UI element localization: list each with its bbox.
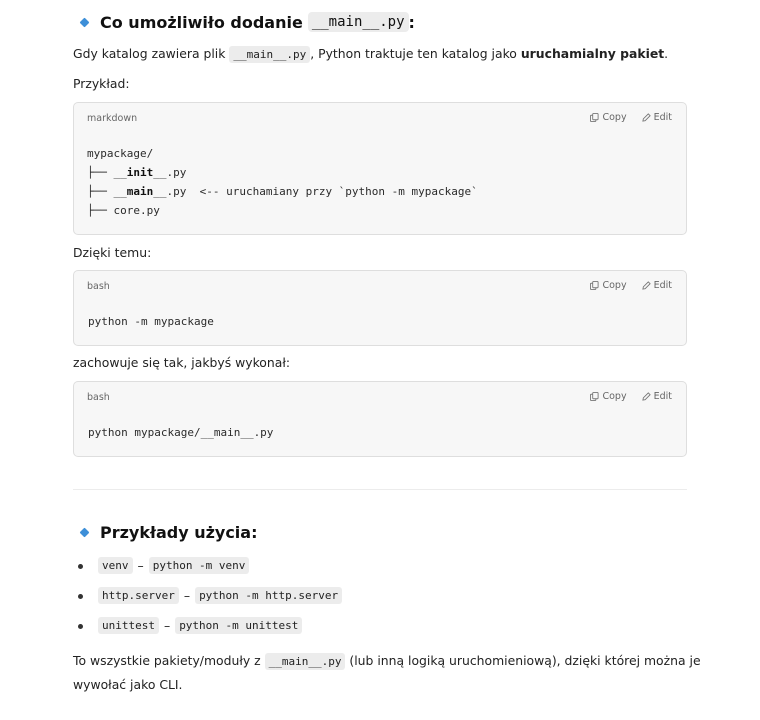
intro-inline-code: __main__.py — [229, 46, 310, 63]
copy-icon — [590, 392, 599, 401]
summary-line-2: wywołać jako CLI. — [73, 677, 183, 692]
intro-middle: , Python traktuje ten katalog jako — [310, 46, 517, 61]
heading-text: Przykłady użycia: — [100, 523, 258, 542]
dash: – — [183, 588, 191, 603]
command: python -m venv — [149, 557, 250, 574]
list-bullet — [78, 624, 83, 629]
example-label: Przykład: — [73, 76, 130, 91]
list-item — [98, 557, 249, 574]
intro-bold: uruchamialny pakiet — [520, 46, 665, 61]
thanks-label: Dzięki temu: — [73, 245, 152, 260]
edit-label: Edit — [653, 112, 672, 123]
code-text: __ — [153, 166, 167, 179]
code-actions — [590, 391, 672, 402]
edit-label: Edit — [653, 391, 672, 402]
summary-prefix: To wszystkie pakiety/moduły z — [73, 653, 261, 668]
intro-end: . — [664, 46, 669, 61]
code-line — [87, 166, 186, 179]
behaves-label: zachowuje się tak, jakbyś wykonał: — [73, 355, 291, 370]
intro-prefix: Gdy katalog zawiera plik — [73, 46, 226, 61]
dash: – — [163, 618, 171, 633]
edit-icon — [642, 392, 651, 401]
code-bold: init — [126, 166, 154, 179]
code-line — [87, 204, 160, 217]
code-text: __ — [113, 166, 127, 179]
code-text: .py — [166, 166, 187, 179]
list-item — [98, 617, 302, 634]
code-text: ├── — [87, 185, 114, 198]
code-content: python mypackage/__main__.py — [88, 426, 274, 439]
code-lang-label: bash — [87, 392, 110, 403]
diamond-icon — [80, 17, 90, 27]
intro-paragraph — [73, 42, 668, 67]
copy-button[interactable] — [590, 280, 626, 291]
code-line — [87, 185, 478, 198]
code-text: ├── — [87, 166, 114, 179]
code-content — [87, 144, 478, 220]
command: python -m http.server — [195, 587, 342, 604]
module-name: unittest — [98, 617, 159, 634]
code-block-bash-2 — [73, 381, 687, 457]
edit-icon — [642, 281, 651, 290]
edit-label: Edit — [653, 280, 672, 291]
summary-suffix: (lub inną logiką uruchomieniową), dzięki której można je — [349, 653, 701, 668]
edit-button[interactable] — [642, 112, 672, 123]
copy-icon — [590, 113, 599, 122]
module-name: venv — [98, 557, 133, 574]
code-text: __ — [113, 185, 127, 198]
copy-label: Copy — [602, 112, 627, 123]
command: python -m unittest — [175, 617, 302, 634]
section-divider — [73, 489, 687, 490]
code-bold: main — [126, 185, 154, 198]
copy-label: Copy — [602, 280, 627, 291]
dash: – — [137, 558, 144, 573]
copy-icon — [590, 281, 599, 290]
list-bullet — [78, 564, 83, 569]
code-block-markdown — [73, 102, 687, 235]
edit-icon — [642, 113, 651, 122]
heading-suffix: : — [408, 12, 415, 32]
summary-inline-code: __main__.py — [265, 653, 346, 670]
section-heading-main-py — [73, 12, 415, 32]
copy-label: Copy — [602, 391, 627, 402]
edit-button[interactable] — [642, 391, 672, 402]
diamond-icon — [80, 528, 90, 538]
code-block-bash-1 — [73, 270, 687, 346]
code-text: .py <-- uruchamiany przy `python -m mypackage` — [166, 185, 478, 198]
copy-button[interactable] — [590, 391, 626, 402]
code-lang-label: markdown — [87, 113, 138, 124]
code-content: python -m mypackage — [88, 315, 214, 328]
code-text: mypackage/ — [87, 147, 154, 160]
code-lang-label: bash — [87, 281, 110, 292]
edit-button[interactable] — [642, 280, 672, 291]
copy-button[interactable] — [590, 112, 626, 123]
summary-paragraph — [73, 649, 701, 674]
heading-text: Co umożliwiło dodanie — [100, 12, 303, 32]
list-bullet — [78, 594, 83, 599]
code-actions — [590, 280, 672, 291]
module-name: http.server — [98, 587, 179, 604]
section-heading-examples — [73, 523, 257, 542]
code-actions — [590, 112, 672, 123]
list-item — [98, 587, 342, 604]
code-text: __ — [153, 185, 167, 198]
heading-code: __main__.py — [308, 12, 409, 32]
code-text: ├── core.py — [87, 204, 160, 217]
code-line — [87, 147, 153, 160]
